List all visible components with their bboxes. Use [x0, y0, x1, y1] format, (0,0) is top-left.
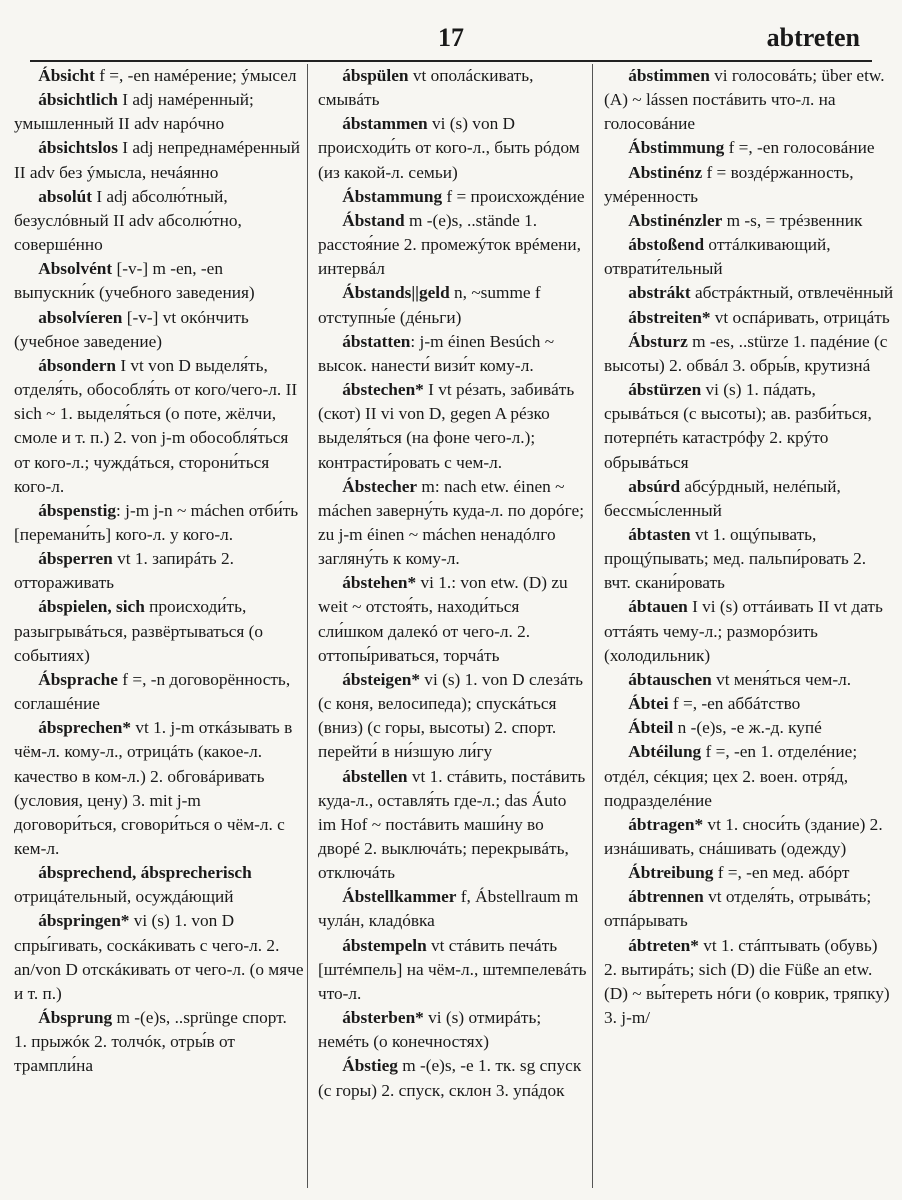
dictionary-entry [318, 330, 588, 378]
dictionary-entry [604, 885, 894, 933]
dictionary-entry [14, 136, 304, 184]
dictionary-entry [604, 813, 894, 861]
entry-definition: vt меня́ться чем-л. [711, 669, 852, 689]
entry-headword: Ábstecher [342, 476, 418, 496]
entry-definition: vi (s) отмирáть; немéть (о конечностях) [318, 1008, 542, 1052]
entry-headword: Absolvént [38, 259, 113, 279]
entry-definition: I adj абсолю́тный, безуслóвный II adv абсолю́тно, совершéнно [14, 186, 242, 255]
dictionary-entry [14, 861, 304, 909]
entry-headword: ábtasten [628, 524, 691, 544]
dictionary-entry [14, 185, 304, 257]
dictionary-entry [14, 64, 304, 88]
dictionary-entry [14, 88, 304, 136]
page-number: 17 [438, 23, 464, 52]
entry-headword: Ábstieg [342, 1056, 398, 1076]
entry-definition: m -s, = трéзвенник [722, 210, 863, 230]
dictionary-entry [14, 499, 304, 547]
entry-headword: ábstoßend [628, 235, 705, 255]
entry-headword: ábstechen* [342, 380, 424, 400]
dictionary-entry [14, 668, 304, 716]
entry-definition: I vt рéзать, забивáть (скот) II vi von D, gegen A рéзко выделя́ться (на фоне чего-л.); контрасти́ровать с чем-л. [318, 380, 575, 472]
dictionary-entry [318, 934, 588, 1006]
entry-definition: f = происхождéние [442, 186, 585, 206]
entry-definition: f, Ábstellraum m чулáн, кладóвка [318, 887, 579, 931]
entry-definition: vt стáвить печáть [штéмпель] на чём-л., штемпелевáть что-л. [318, 935, 587, 1003]
entry-definition: происходи́ть, разыгрывáться, развёртываться (о событиях) [14, 597, 264, 665]
entry-headword: Ábtreibung [628, 863, 714, 883]
dictionary-entry [14, 354, 304, 499]
entry-definition: : j-m j-n ~ máchen отби́ть [перемани́ть] кого-л. у кого-л. [14, 500, 299, 544]
dictionary-entry [604, 233, 894, 281]
dictionary-entry [604, 692, 894, 716]
dictionary-entry [14, 595, 304, 667]
dictionary-entry [604, 475, 894, 523]
entry-headword: ábspenstig [38, 500, 117, 520]
entry-definition: vt 1. стáптывать (обувь) 2. вытирáть; sich (D) die Füße an etw. (D) ~ вы́тереть нóги (о коврик, тряпку) 3. j-m/ [604, 935, 890, 1028]
dictionary-entry [318, 475, 588, 572]
entry-headword: ábstürzen [628, 380, 702, 400]
entry-headword: ábtauschen [628, 669, 712, 689]
entry-definition: vt 1. снoси́ть (здание) 2. изнáшивать, снáшивать (одежду) [604, 814, 883, 858]
entry-definition: f =, -en аббáтство [668, 694, 801, 714]
entry-headword: ábsteigen* [342, 669, 420, 689]
entry-definition: vi (s) 1. von D слезáть (с коня, велосипеда); спускáться (вниз) (с горы, высоты) 2. спорт. перейти́ в ни́зшую ли́гу [318, 669, 584, 762]
entry-definition: vt 1. запирáть 2. оттораживать [14, 549, 234, 593]
dictionary-entry [14, 909, 304, 1006]
entry-definition: vt 1. j-m откáзывать в чём-л. кому-л., отрицáть (какое-л. качество в ком-л.) 2. обговáривать (условия, цену) 3. mit j-m договори́ться, сговори́ться о чём-л. с кем-л. [14, 718, 293, 858]
column-divider [307, 64, 308, 1188]
entry-headword: Ábstellkammer [342, 887, 457, 907]
column-divider [592, 64, 593, 1188]
column-1 [14, 64, 304, 1194]
entry-definition: vi (s) von D происходи́ть от кого-л., быть рóдом (из какой-л. семьи) [318, 114, 580, 182]
dictionary-entry [604, 668, 894, 692]
column-2 [318, 64, 588, 1194]
entry-definition: абсýрдный, нелéпый, бессмы́сленный [604, 476, 841, 520]
dictionary-entry [318, 668, 588, 765]
entry-definition: абстрáктный, отвлечённый [690, 283, 894, 303]
entry-headword: ábsprechend, ábsprecherisch [38, 863, 252, 883]
entry-headword: ábstatten [342, 331, 411, 351]
entry-headword: ábstempeln [342, 935, 427, 955]
entry-headword: ábstreiten* [628, 307, 711, 327]
dictionary-entry [604, 64, 894, 136]
entry-headword: Abstinénzler [628, 210, 723, 230]
entry-definition: vt оспáривать, отрицáть [710, 307, 890, 327]
entry-definition: vt 1. стáвить, постáвить куда-л., оставля́ть где-л.; das Áuto im Hof ~ постáвить маши́ну во дворé 2. выключáть; перекрывáть, отключáть [318, 766, 586, 883]
entry-definition: f =, -en голосовáние [724, 138, 875, 158]
dictionary-entry [604, 330, 894, 378]
guide-word: abtreten [766, 23, 860, 52]
entry-definition: vt 1. ощýпывать, прощýпывать; мед. пальпи́ровать 2. вчт. скани́ровать [604, 524, 867, 593]
entry-headword: ábsichtslos [38, 138, 118, 158]
dictionary-entry [14, 1006, 304, 1078]
entry-definition: m -es, ..stürze 1. падéние (с высоты) 2. обвáл 3. обры́в, крутизнá [604, 331, 888, 375]
dictionary-entry [604, 281, 894, 305]
dictionary-entry [318, 281, 588, 329]
entry-definition: f =, -en намéрение; ýмысел [94, 66, 297, 85]
entry-headword: ábsprechen* [38, 718, 132, 738]
entry-definition: vi (s) 1. пáдать, срывáться (с высоты); ав. разби́ться, потерпéть катастрóфу 2. крýто обрывáться [604, 380, 872, 472]
entry-definition: f =, -en 1. отделéние; отдéл, сéкция; цех 2. воен. отря́д, подразделéние [604, 742, 858, 810]
entry-headword: ábspülen [342, 66, 409, 85]
dictionary-entry [14, 716, 304, 861]
dictionary-entry [604, 523, 894, 595]
entry-definition: f = воздéржанность, умéренность [604, 162, 854, 206]
dictionary-entry [318, 1054, 588, 1102]
dictionary-entry [14, 306, 304, 354]
entry-headword: Ábstimmung [628, 138, 725, 158]
dictionary-entry [604, 136, 894, 160]
entry-definition: m: nach etw. éinen ~ máchen заверну́ть куда-л. по дорóге; zu j-m éinen ~ máchen ненадóлго загляну́ть к кому-л. [318, 476, 585, 569]
dictionary-entry [318, 112, 588, 184]
dictionary-entry [604, 740, 894, 812]
entry-headword: Ábstands||geld [342, 283, 450, 303]
dictionary-entry [604, 306, 894, 330]
entry-headword: ábspringen* [38, 911, 130, 931]
entry-headword: Ábsicht [38, 66, 95, 85]
entry-headword: ábstammen [342, 114, 428, 134]
dictionary-entry [318, 885, 588, 933]
dictionary-entry [604, 378, 894, 475]
entry-headword: ábsperren [38, 549, 113, 569]
dictionary-entry [604, 209, 894, 233]
dictionary-entry [318, 185, 588, 209]
entry-definition: m -(e)s, -e 1. тк. sg спуск (с горы) 2. спуск, склон 3. упáдок [318, 1056, 582, 1100]
entry-definition: f =, -en мед. абóрт [713, 863, 850, 883]
entry-headword: abstrákt [628, 283, 691, 303]
entry-headword: absolút [38, 186, 93, 206]
entry-definition: n, ~summe f отступны́е (дéньги) [318, 283, 541, 327]
entry-headword: ábtrennen [628, 887, 704, 907]
entry-headword: Ábtei [628, 694, 669, 714]
entry-headword: ábstimmen [628, 66, 710, 85]
entry-definition: vt ополáскивать, смывáть [318, 66, 534, 110]
dictionary-entry [604, 595, 894, 667]
entry-definition: f =, -n договорённость, соглашéние [14, 669, 291, 714]
entry-headword: ábtreten* [628, 935, 699, 955]
entry-definition: m -(e)s, ..sprünge спорт. 1. прыжóк 2. толчóк, отры́в от трампли́на [14, 1008, 287, 1076]
entry-headword: ábstellen [342, 766, 408, 786]
entry-headword: Ábstand [342, 210, 405, 230]
entry-definition: vi голосовáть; über etw. (A) ~ lássen постáвить что-л. на голосовáние [604, 66, 885, 134]
entry-headword: Ábsturz [628, 331, 688, 351]
entry-definition: I adj непреднамéренный II adv без ýмысла, нечáянно [14, 138, 300, 182]
entry-headword: ábstehen* [342, 573, 417, 593]
entry-headword: ábspielen, sich [38, 597, 145, 617]
entry-headword: Ábsprache [38, 669, 118, 689]
entry-headword: ábsichtlich [38, 90, 118, 110]
entry-definition: I vi (s) оттáивать II vt дать оттáять чему-л.; разморóзить (холодильник) [604, 597, 883, 665]
entry-definition: vt отделя́ть, отрывáть; отпáрывать [604, 887, 872, 931]
dictionary-entry [14, 547, 304, 595]
entry-headword: absolvíeren [38, 307, 123, 327]
entry-headword: ábtauen [628, 597, 688, 617]
dictionary-entry [604, 161, 894, 209]
entry-headword: Ábteil [628, 718, 674, 738]
entry-definition: n -(e)s, -e ж.-д. купé [673, 718, 822, 738]
dictionary-entry [318, 64, 588, 112]
entry-definition: [-v-] vt окóнчить (учебное заведение) [14, 307, 249, 351]
entry-headword: Abtéilung [628, 742, 702, 762]
dictionary-entry [604, 716, 894, 740]
dictionary-entry [318, 571, 588, 668]
dictionary-entry [318, 378, 588, 475]
entry-definition: [-v-] m -en, -en выпускни́к (учебного заведения) [14, 259, 255, 303]
entry-headword: ábsondern [38, 355, 117, 375]
dictionary-entry [604, 934, 894, 1031]
dictionary-entry [14, 257, 304, 305]
entry-headword: Ábsprung [38, 1008, 113, 1028]
entry-headword: ábtragen* [628, 814, 704, 834]
entry-headword: Abstinénz [628, 162, 703, 182]
entry-definition: оттáлкивающий, отврати́тельный [604, 235, 831, 279]
column-3 [604, 64, 894, 1194]
header-divider [30, 60, 872, 62]
dictionary-entry [604, 861, 894, 885]
entry-definition: vi (s) 1. von D спры́гивать, соскáкивать с чего-л. 2. an/von D отскáкивать от чего-л. (о мяче и т. п.) [14, 911, 304, 1003]
dictionary-entry [318, 1006, 588, 1054]
entry-definition: vi 1.: von etw. (D) zu weit ~ отстоя́ть, находи́ться сли́шком далекó от чего-л. 2. оттопы́риваться, торчáть [318, 573, 568, 665]
entry-headword: ábsterben* [342, 1008, 424, 1028]
entry-headword: Ábstammung [342, 186, 443, 206]
page-header [30, 18, 872, 58]
dictionary-entry [318, 765, 588, 886]
entry-headword: absúrd [628, 476, 681, 496]
entry-definition: m -(e)s, ..stände 1. расстоя́ние 2. промежýток врéмени, интервáл [318, 210, 581, 279]
dictionary-entry [318, 209, 588, 281]
entry-definition: I adj намéренный; умышленный II adv нарóчно [14, 90, 254, 134]
entry-definition: отрицáтельный, осуждáющий [14, 887, 234, 907]
entry-definition: : j-m éinen Besúch ~ высок. нанести́ визи́т кому-л. [318, 331, 555, 375]
entry-definition: I vt von D выделя́ть, отделя́ть, обособля́ть от кого/чего-л. II sich ~ 1. выделя́ться (о поте, жёлчи, смоле и т. п.) 2. von j-m обособля́ться от кого-л.; чуждáться, сторони́ться кого-л. [14, 355, 298, 496]
